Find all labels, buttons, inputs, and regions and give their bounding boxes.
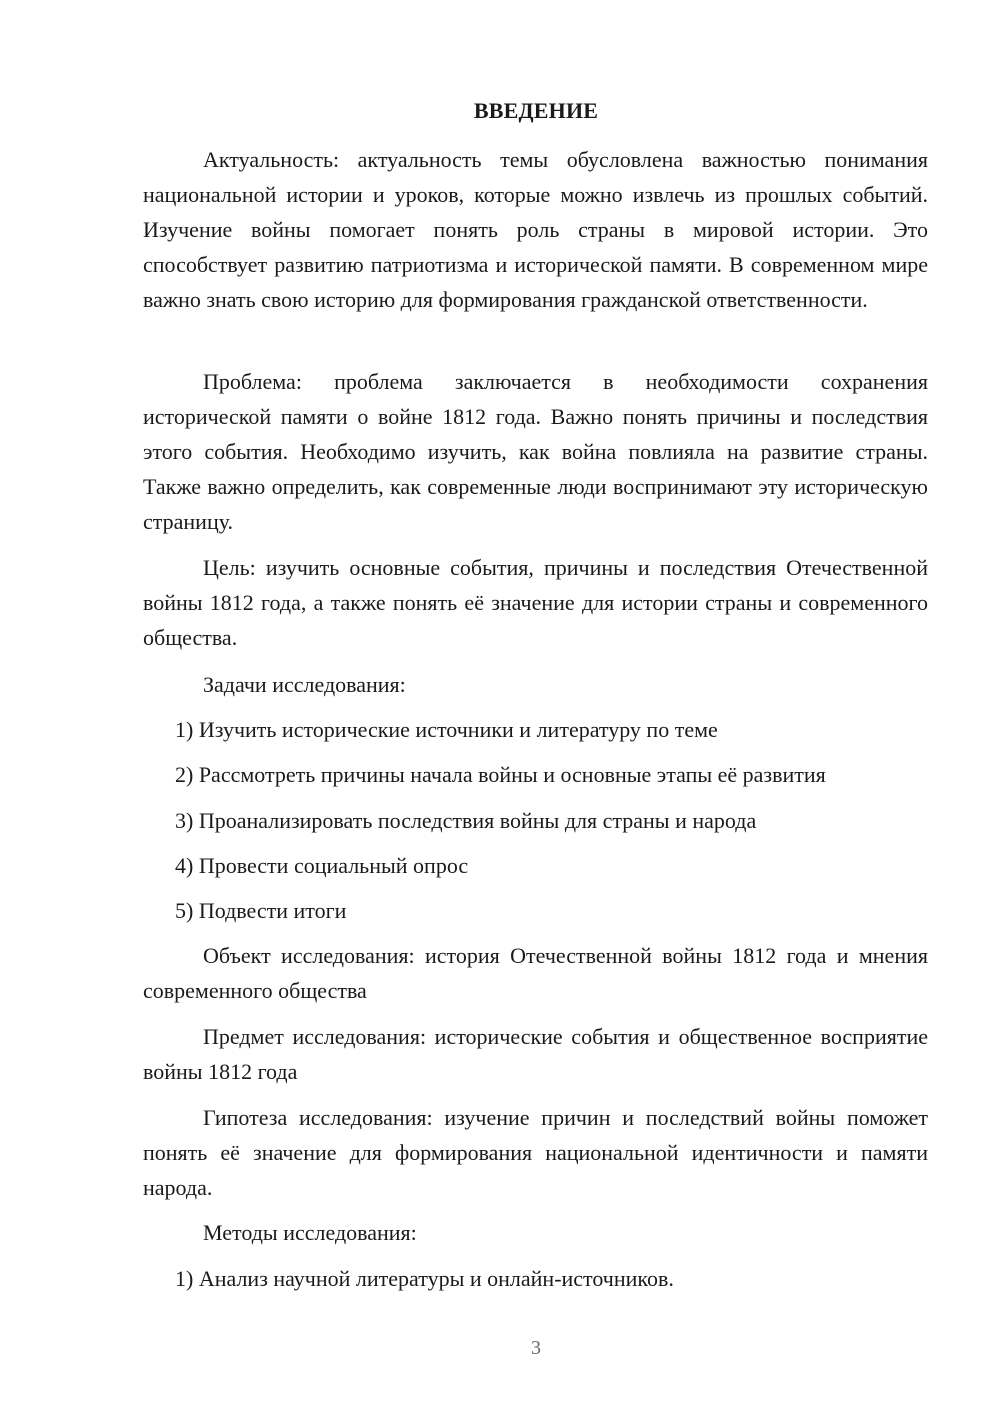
section-heading: ВВЕДЕНИЕ — [473, 98, 599, 123]
task-item-5: 5) Подвести итоги — [175, 898, 347, 923]
task-item-2: 2) Рассмотреть причины начала войны и основные этапы её развития — [175, 762, 826, 787]
paragraph-hypothesis: Гипотеза исследования: изучение причин и последствий войны поможет понять её значение для формирования национальной идентичности и памяти народа. — [143, 1105, 928, 1200]
task-item-1: 1) Изучить исторические источники и литературу по теме — [175, 717, 718, 742]
tasks-heading: Задачи исследования: — [203, 672, 406, 697]
paragraph-goal: Цель: изучить основные события, причины и последствия Отечественной войны 1812 года, а также понять её значение для истории страны и современного общества. — [143, 555, 928, 650]
paragraph-subject: Предмет исследования: исторические события и общественное восприятие войны 1812 года — [143, 1024, 928, 1084]
task-item-4: 4) Провести социальный опрос — [175, 853, 469, 878]
paragraph-object: Объект исследования: история Отечественной войны 1812 года и мнения современного общества — [143, 943, 928, 1003]
task-item-3: 3) Проанализировать последствия войны для страны и народа — [175, 808, 757, 833]
methods-heading: Методы исследования: — [203, 1220, 417, 1245]
page-number: 3 — [531, 1337, 541, 1359]
paragraph-relevance: Актуальность: актуальность темы обусловлена важностью понимания национальной истории и уроков, которые можно извлечь из прошлых событий. Изучение войны помогает понять роль страны в мировой истории. Это способствует развитию патриотизма и исторической памяти. В современном мире важно знать свою историю для формирования гражданской ответственности. — [143, 147, 928, 312]
paragraph-problem: Проблема: проблема заключается в необходимости сохранения исторической памяти о войне 1812 года. Важно понять причины и последствия этого события. Необходимо изучить, как война повлияла на развитие страны. Также важно определить, как современные люди воспринимают эту историческую страницу. — [143, 369, 928, 534]
method-item-1: 1) Анализ научной литературы и онлайн-источников. — [175, 1266, 674, 1291]
